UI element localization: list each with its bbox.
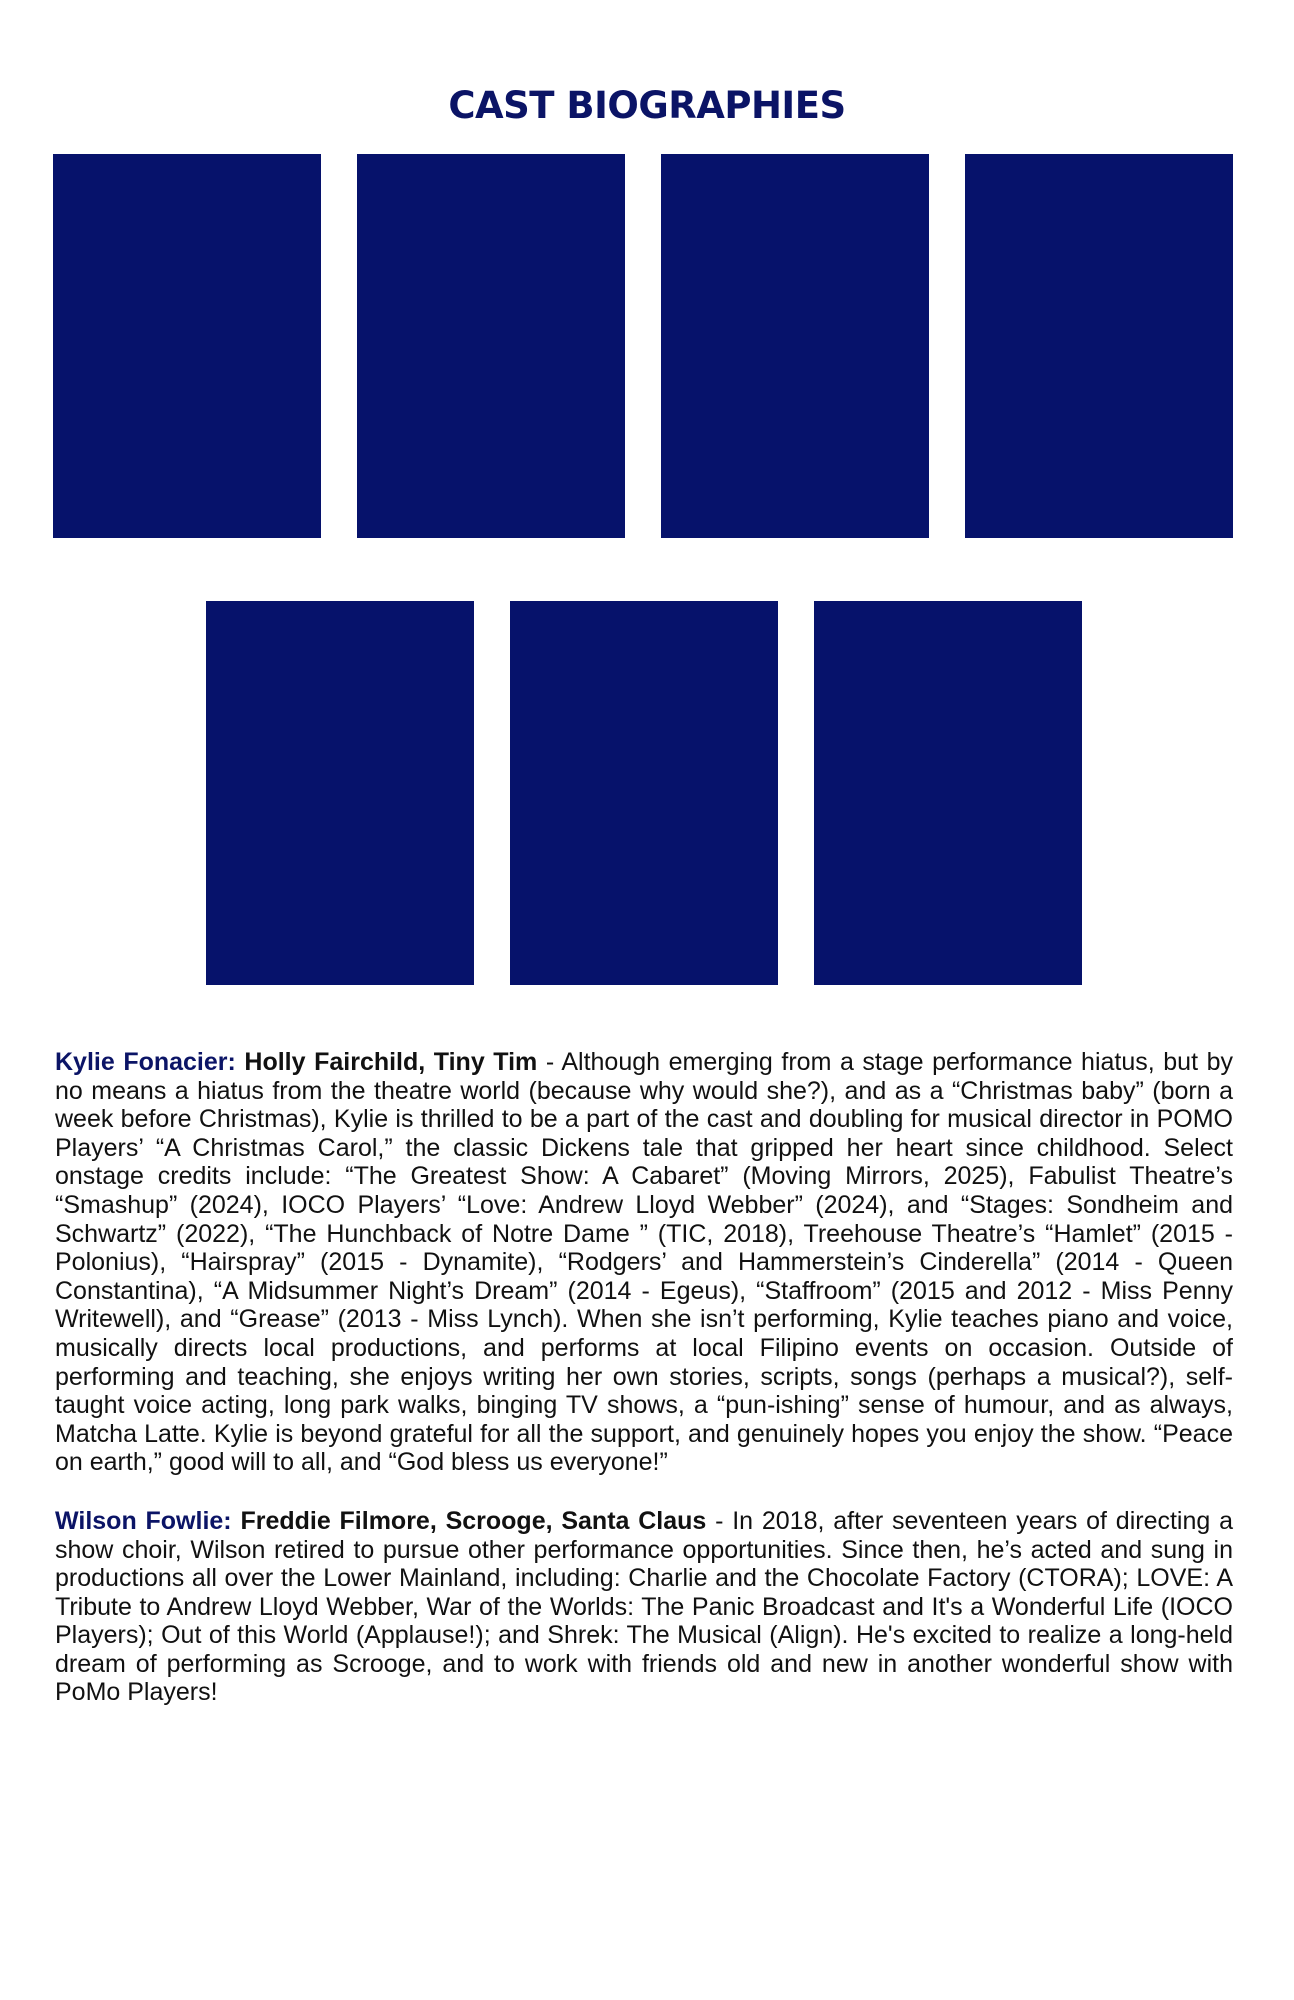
cast-photo-placeholder bbox=[965, 154, 1233, 538]
cast-member-name: Wilson Fowlie: bbox=[55, 1506, 232, 1535]
cast-member-roles: Holly Fairchild, Tiny Tim bbox=[244, 1048, 538, 1076]
page-title: CAST BIOGRAPHIES bbox=[448, 84, 846, 127]
cast-photo-placeholder bbox=[206, 601, 474, 985]
cast-photo-placeholder bbox=[53, 154, 321, 538]
cast-photo-placeholder bbox=[510, 601, 778, 985]
cast-member-roles: Freddie Filmore, Scrooge, Santa Claus bbox=[240, 1506, 707, 1535]
cast-bio bbox=[55, 1507, 1233, 1707]
cast-member-name: Kylie Fonacier: bbox=[55, 1048, 236, 1076]
cast-bios bbox=[55, 1048, 1233, 1737]
cast-photo-placeholder bbox=[661, 154, 929, 538]
cast-bio bbox=[55, 1048, 1233, 1477]
cast-photo-placeholder bbox=[357, 154, 625, 538]
cast-member-bio-text: - Although emerging from a stage performance hiatus, but by no means a hiatus from the theatre world (because why would she?), and as a “Christmas baby” (born a week before Christmas), Kylie is thrilled to be a part of the cast and doubling for musical director in POMO Players’ “A Christmas Carol,” the classic Dickens tale that gripped her heart since childhood. Select onstage credits include: “The Greatest Show: A Cabaret” (Moving Mirrors, 2025), Fabulist Theatre’s “Smashup” (2024), IOCO Players’ “Love: Andrew Lloyd Webber” (2024), and “Stages: Sondheim and Schwartz” (2022), “The Hunchback of Notre Dame ” (TIC, 2018), Treehouse Theatre’s “Hamlet” (2015 - Polonius), “Hairspray” (2015 - Dynamite), “Rodgers’ and Hammerstein’s Cinderella” (2014 - Queen Constantina), “A Midsummer Night’s Dream” (2014 - Egeus), “Staffroom” (2015 and 2012 - Miss Penny Writewell), and “Grease” (2013 - Miss Lynch). When she isn’t performing, Kylie teaches piano and voice, musically directs local productions, and performs at local Filipino events on occasion. Outside of performing and teaching, she enjoys writing her own stories, scripts, songs (perhaps a musical?), self-taught voice acting, long park walks, binging TV shows, a “pun-ishing” sense of humour, and as always, Matcha Latte. Kylie is beyond grateful for all the support, and genuinely hopes you enjoy the show. “Peace on earth,” good will to all, and “God bless us everyone!” bbox=[55, 1048, 1233, 1477]
cast-member-bio-text: - In 2018, after seventeen years of directing a show choir, Wilson retired to pursue other performance opportunities. Since then, he’s acted and sung in productions all over the Lower Mainland, including: Charlie and the Chocolate Factory (CTORA); LOVE: A Tribute to Andrew Lloyd Webber, War of the Worlds: The Panic Broadcast and It's a Wonderful Life (IOCO Players); Out of this World (Applause!); and Shrek: The Musical (Align). He's excited to realize a long-held dream of performing as Scrooge, and to work with friends old and new in another wonderful show with PoMo Players! bbox=[55, 1506, 1233, 1707]
cast-photo-placeholder bbox=[814, 601, 1082, 985]
